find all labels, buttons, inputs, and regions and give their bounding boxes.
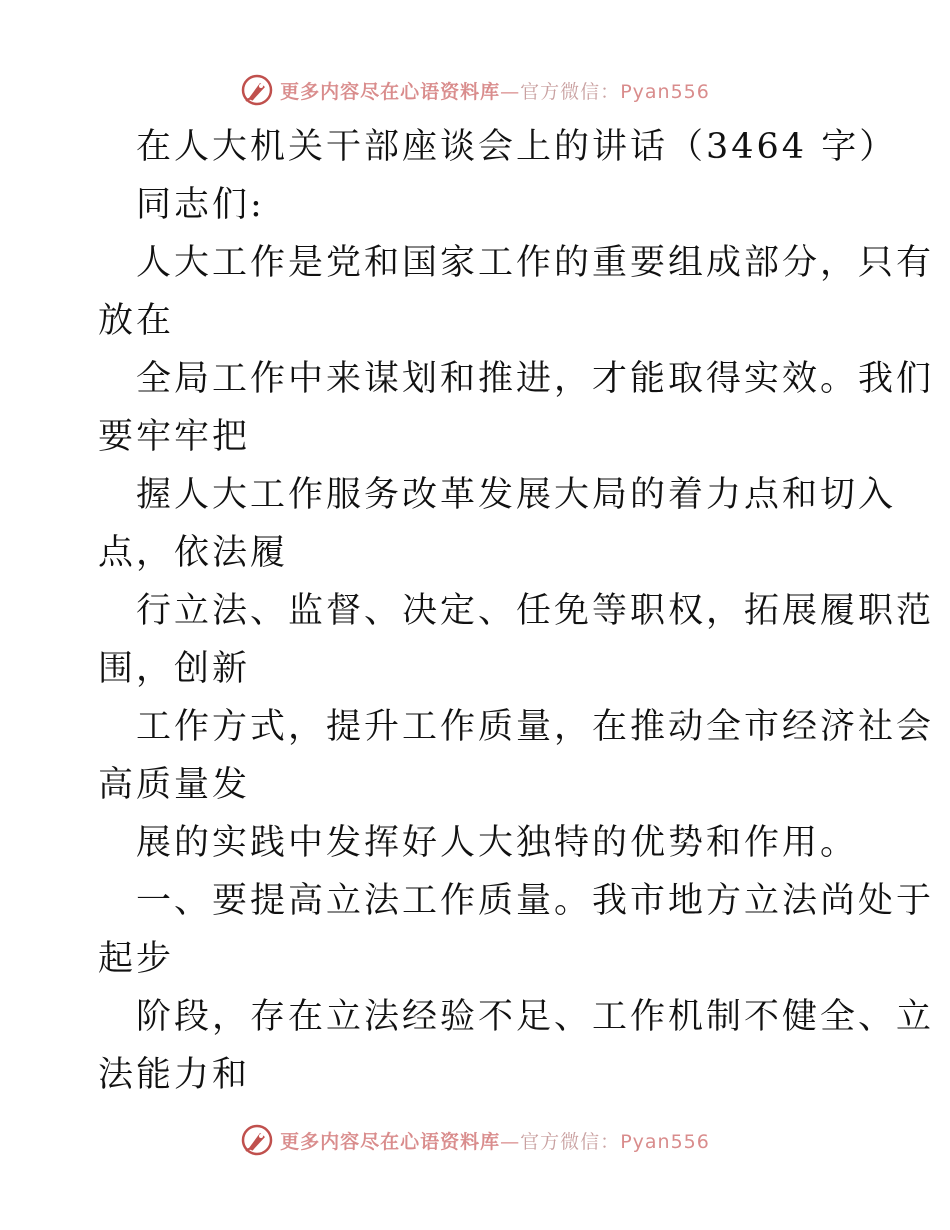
document-title: 在人大机关干部座谈会上的讲话（3464 字） [136, 127, 898, 167]
paragraph-line: 起步 [98, 939, 175, 979]
watermark-separator: — [500, 1130, 521, 1153]
watermark-separator: — [500, 80, 521, 103]
watermark-text [280, 1127, 710, 1154]
paragraph-line: 全局工作中来谋划和推进，才能取得实效。我们 [136, 359, 935, 399]
paragraph-line: 要牢牢把 [98, 417, 251, 457]
paragraph-line: 展的实践中发挥好人大独特的优势和作用。 [136, 823, 859, 863]
paragraph-line: 人大工作是党和国家工作的重要组成部分，只有 [136, 243, 935, 283]
footer-watermark [0, 1118, 950, 1162]
paragraph-line: 行立法、监督、决定、任免等职权，拓展履职范 [136, 591, 935, 631]
salutation: 同志们: [136, 185, 265, 225]
paragraph-line: 阶段，存在立法经验不足、工作机制不健全、立 [136, 997, 935, 1037]
watermark-label: 官方微信： [520, 1130, 621, 1153]
header-watermark [0, 68, 950, 112]
watermark-text [280, 77, 710, 104]
watermark-brand: 更多内容尽在心语资料库 [280, 80, 501, 103]
watermark-brand: 更多内容尽在心语资料库 [280, 1130, 501, 1153]
paragraph-line: 工作方式，提升工作质量，在推动全市经济社会 [136, 707, 935, 747]
paragraph-line: 点，依法履 [98, 533, 289, 573]
paragraph-line: 放在 [98, 301, 175, 341]
pen-nib-logo-icon [240, 73, 274, 107]
paragraph-line: 高质量发 [98, 765, 251, 805]
section-heading-line: 一、要提高立法工作质量。我市地方立法尚处于 [136, 881, 935, 921]
paragraph-line: 法能力和 [98, 1055, 251, 1095]
watermark-wechat-id: Pyan556 [620, 1130, 710, 1153]
watermark-wechat-id: Pyan556 [620, 80, 710, 103]
paragraph-line: 围，创新 [98, 649, 251, 689]
pen-nib-logo-icon [240, 1123, 274, 1157]
watermark-label: 官方微信： [520, 80, 621, 103]
paragraph-line: 握人大工作服务改革发展大局的着力点和切入 [136, 475, 897, 515]
document-body [98, 118, 935, 1104]
